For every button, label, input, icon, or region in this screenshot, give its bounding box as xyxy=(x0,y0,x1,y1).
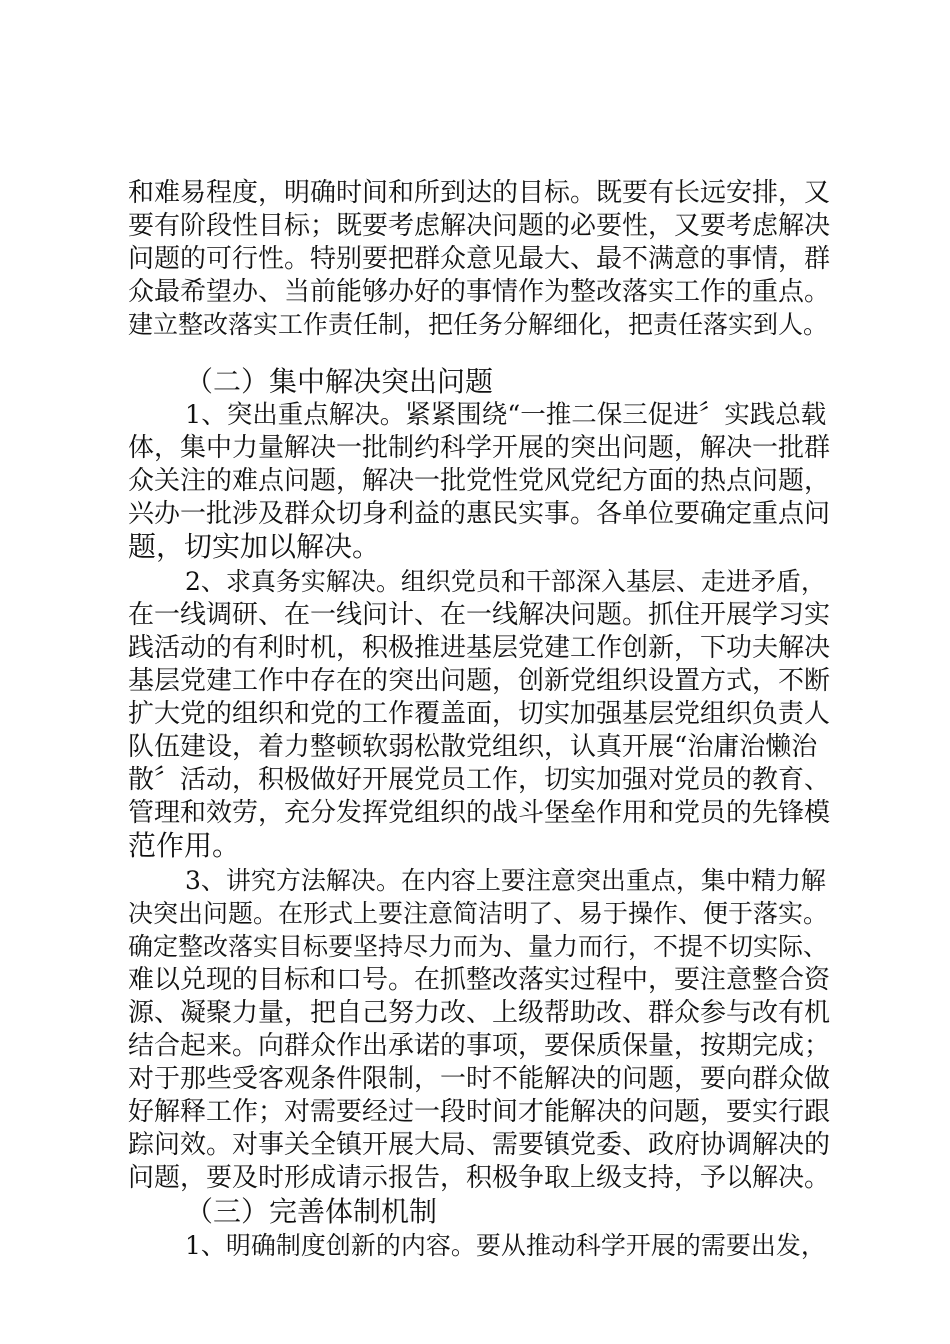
paragraph-line: 决突出问题。在形式上要注意简洁明了、易于操作、便于落实。 xyxy=(128,899,829,928)
paragraph-line: 扩大党的组织和党的工作覆盖面，切实加强基层党组织负责人 xyxy=(128,699,831,729)
paragraph-line: 众关注的难点问题，解决一批党性党风党纪方面的热点问题， xyxy=(128,466,831,496)
section-heading-two: （二）集中解决突出问题 xyxy=(185,365,494,398)
paragraph-line: 和难易程度，明确时间和所到达的目标。既要有长远安排，又 xyxy=(128,178,831,208)
paragraph-line: 建立整改落实工作责任制，把任务分解细化，把责任落实到人。 xyxy=(128,310,829,339)
paragraph-line: 问题的可行性。特别要把群众意见最大、最不满意的事情，群 xyxy=(128,244,831,274)
paragraph-line: 管理和效劳，充分发挥党组织的战斗堡垒作用和党员的先锋模 xyxy=(128,798,831,828)
paragraph-line: 众最希望办、当前能够办好的事情作为整改落实工作的重点。 xyxy=(128,277,831,307)
paragraph-line: 体，集中力量解决一批制约科学开展的突出问题，解决一批群 xyxy=(128,433,831,463)
paragraph-line: 1、明确制度创新的内容。要从推动科学开展的需要出发， xyxy=(185,1231,826,1260)
paragraph-line: 队伍建设，着力整顿软弱松散党组织，认真开展“治庸治懒治 xyxy=(128,732,818,762)
paragraph-line: 散〞活动，积极做好开展党员工作，切实加强对党员的教育、 xyxy=(128,765,831,795)
paragraph-line: 好解释工作；对需要经过一段时间才能解决的问题，要实行跟 xyxy=(128,1097,831,1127)
paragraph-line: 2、求真务实解决。组织党员和干部深入基层、走进矛盾， xyxy=(185,567,826,596)
paragraph-line: 对于那些受客观条件限制，一时不能解决的问题，要向群众做 xyxy=(128,1064,831,1094)
paragraph-line: 结合起来。向群众作出承诺的事项，要保质保量，按期完成； xyxy=(128,1031,831,1061)
paragraph-line: 在一线调研、在一线问计、在一线解决问题。抓住开展学习实 xyxy=(128,600,831,630)
paragraph-line: 践活动的有利时机，积极推进基层党建工作创新，下功夫解决 xyxy=(128,633,831,663)
paragraph-line: 要有阶段性目标；既要考虑解决问题的必要性，又要考虑解决 xyxy=(128,211,831,241)
section-heading-three: （三）完善体制机制 xyxy=(185,1195,438,1228)
paragraph-line: 范作用。 xyxy=(128,829,241,862)
paragraph-line: 基层党建工作中存在的突出问题，创新党组织设置方式，不断 xyxy=(128,666,831,696)
paragraph-line: 兴办一批涉及群众切身利益的惠民实事。各单位要确定重点问 xyxy=(128,499,831,529)
paragraph-line: 问题，要及时形成请示报告，积极争取上级支持，予以解决。 xyxy=(128,1163,831,1193)
paragraph-line: 题，切实加以解决。 xyxy=(128,530,381,563)
paragraph-line: 源、凝聚力量，把自己努力改、上级帮助改、群众参与改有机 xyxy=(128,998,831,1028)
paragraph-line: 确定整改落实目标要坚持尽力而为、量力而行，不提不切实际、 xyxy=(128,932,829,961)
paragraph-line: 1、突出重点解决。紧紧围绕“一推二保三促进〞实践总载 xyxy=(185,400,827,430)
paragraph-line: 踪问效。对事关全镇开展大局、需要镇党委、政府协调解决的 xyxy=(128,1130,831,1160)
paragraph-line: 难以兑现的目标和口号。在抓整改落实过程中，要注意整合资 xyxy=(128,965,831,995)
paragraph-line: 3、讲究方法解决。在内容上要注意突出重点，集中精力解 xyxy=(185,866,826,895)
